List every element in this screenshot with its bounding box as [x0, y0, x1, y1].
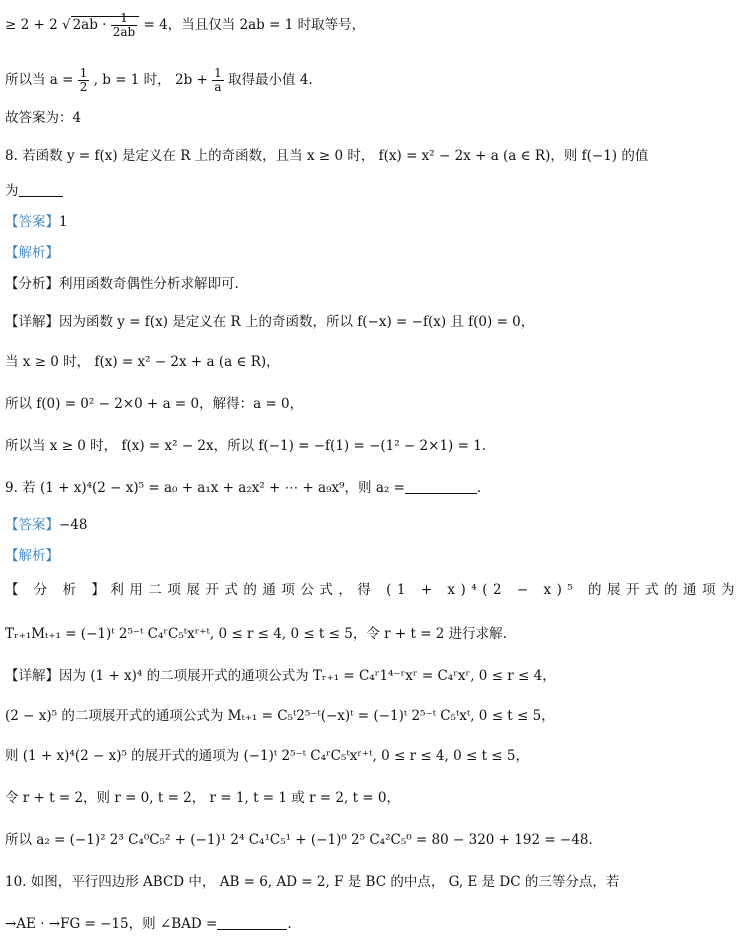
answer-value: −48 [59, 517, 88, 533]
detail-8-line-3: 所以当 x ≥ 0 时， f(x) = x² − 2x，所以 f(−1) = −f(1) = −(1² − 2×1) = 1. [5, 438, 487, 454]
text: 9. 若 (1 + x)⁴(2 − x)⁵ = a₀ + a₁x + a₂x² + ⋯ + a₉x⁹，则 a₂ = [5, 480, 405, 496]
answer-line: 故答案为：4 [5, 110, 82, 126]
answer-blank [217, 915, 287, 930]
answer-blank [405, 479, 477, 494]
analysis-9-cont: Tᵣ₊₁Mₜ₊₁ = (−1)ᵗ 2⁵⁻ᵗ C₄ʳC₅ᵗxʳ⁺ᵗ, 0 ≤ r ≤ 4, 0 ≤ t ≤ 5，令 r + t = 2 进行求解. [5, 626, 507, 642]
text: 2ab · [72, 17, 107, 33]
label: 【详解】 [5, 314, 59, 330]
fraction [78, 67, 90, 94]
text: →AE · →FG = −15，则 ∠BAD = [5, 916, 218, 932]
text: . [476, 480, 482, 496]
text: 所以当 a = [5, 72, 74, 88]
fraction [111, 12, 137, 39]
detail-9-line-2: 则 (1 + x)⁴(2 − x)⁵ 的展开式的通项为 (−1)ᵗ 2⁵⁻ᵗ C₄ʳC₅ᵗxʳ⁺ᵗ, 0 ≤ r ≤ 4, 0 ≤ t ≤ 5， [5, 748, 529, 764]
numerator: 1 [79, 66, 88, 80]
denominator: a [214, 80, 222, 94]
answer-9 [5, 515, 654, 535]
denominator: 2ab [112, 25, 136, 39]
numerator: 1 [111, 12, 137, 26]
question-8-cont [5, 181, 654, 201]
analysis-tag: 【解析】 [5, 548, 59, 564]
question-10-cont [5, 914, 654, 934]
solution-line-minimum [5, 67, 654, 94]
detail-8-line-1: 当 x ≥ 0 时， f(x) = x² − 2x + a (a ∈ R)， [5, 354, 280, 370]
solution-line-inequality [5, 12, 654, 39]
answer-tag: 【答案】 [5, 214, 59, 230]
detail-9-line-3: 令 r + t = 2，则 r = 0, t = 2， r = 1, t = 1 或 r = 2, t = 0， [5, 790, 400, 806]
text: 因为函数 y = f(x) 是定义在 R 上的奇函数，所以 f(−x) = −f(x) 且 f(0) = 0， [59, 314, 535, 330]
text: = 4，当且仅当 2ab = 1 时取等号， [143, 17, 366, 33]
question-9 [5, 478, 654, 498]
answer-blank [19, 182, 63, 197]
analysis-9 [5, 580, 740, 600]
text: 因为 (1 + x)⁴ 的二项展开式的通项公式为 Tᵣ₊₁ = C₄ʳ1⁴⁻ʳxʳ = C₄ʳxʳ, 0 ≤ r ≤ 4， [59, 668, 556, 684]
detail-8-line-2: 所以 f(0) = 0² − 2×0 + a = 0，解得：a = 0， [5, 396, 304, 412]
question-8: 8. 若函数 y = f(x) 是定义在 R 上的奇函数，且当 x ≥ 0 时， f(x) = x² − 2x + a (a ∈ R)，则 f(−1) 的值 [5, 148, 649, 164]
question-10: 10. 如图，平行四边形 ABCD 中， AB = 6, AD = 2, F 是 BC 的中点， G, E 是 DC 的三等分点，若 [5, 874, 620, 890]
fraction [212, 67, 224, 94]
sqrt-sign: √ [61, 17, 71, 33]
answer-8 [5, 212, 654, 232]
answer-tag: 【答案】 [5, 517, 59, 533]
label: 【详解】 [5, 668, 59, 684]
text: ≥ 2 + 2 [5, 17, 58, 33]
text: 利用二项展开式的通项公式，得 (1 + x)⁴(2 − x)⁵ 的展开式的通项为 [110, 582, 740, 598]
numerator: 1 [214, 66, 222, 80]
detail-9-line-4: 所以 a₂ = (−1)² 2³ C₄⁰C₅² + (−1)¹ 2⁴ C₄¹C₅¹ + (−1)⁰ 2⁵ C₄²C₅⁰ = 80 − 320 + 192 = −48. [5, 832, 593, 848]
text: , b = 1 时， 2b + [93, 72, 208, 88]
detail-9 [5, 666, 654, 686]
label: 【 分 析 】 [5, 582, 111, 598]
text: 利用函数奇偶性分析求解即可. [59, 276, 239, 292]
detail-8 [5, 312, 654, 332]
answer-value: 1 [59, 214, 68, 230]
analysis-8 [5, 274, 654, 294]
text: 为 [5, 183, 19, 199]
analysis-tag: 【解析】 [5, 245, 59, 261]
text: . [287, 916, 292, 932]
denominator: 2 [79, 80, 88, 94]
detail-9-line-1: (2 − x)⁵ 的二项展开式的通项公式为 Mₜ₊₁ = C₅ᵗ2⁵⁻ᵗ(−x)ᵗ = (−1)ᵗ 2⁵⁻ᵗ C₅ᵗxᵗ, 0 ≤ t ≤ 5， [5, 708, 555, 724]
text: 取得最小值 4. [228, 72, 313, 88]
label: 【分析】 [5, 276, 59, 292]
sqrt-body [71, 11, 140, 39]
